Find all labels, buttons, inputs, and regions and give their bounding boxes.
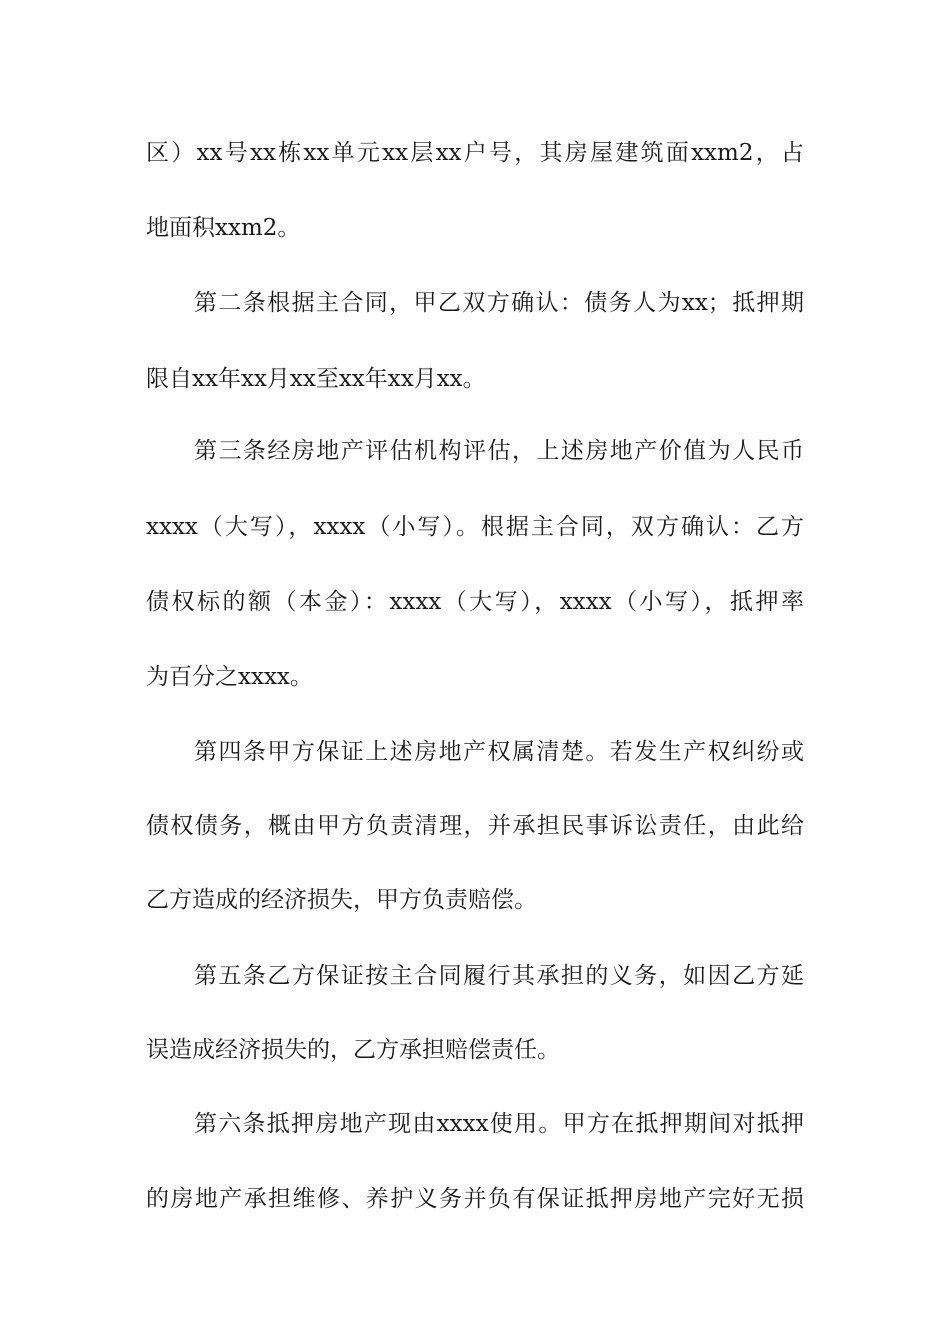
text-line: 误造成经济损失的，乙方承担赔偿责任。: [146, 1037, 560, 1063]
text-line: 为百分之xxxx。: [146, 664, 313, 690]
paragraph-article-2: 第二条根据主合同，甲乙双方确认：债务人为xx；抵押期: [194, 290, 804, 316]
paragraph-article-3: 第三条经房地产评估机构评估，上述房地产价值为人民币: [194, 438, 804, 464]
text-line: xxxx（大写），xxxx（小写）。根据主合同，双方确认：乙方: [146, 514, 804, 540]
paragraph-article-5: 第五条乙方保证按主合同履行其承担的义务，如因乙方延: [194, 963, 804, 989]
text-line: 乙方造成的经济损失，甲方负责赔偿。: [146, 887, 537, 913]
text-line: 债权债务，概由甲方负责清理，并承担民事诉讼责任，由此给: [146, 813, 804, 839]
text-line: 债权标的额（本金）：xxxx（大写），xxxx（小写），抵押率: [146, 589, 804, 615]
text-line: 的房地产承担维修、养护义务并负有保证抵押房地产完好无损: [146, 1186, 804, 1212]
text-line: 地面积xxm2。: [146, 215, 301, 241]
paragraph-article-6: 第六条抵押房地产现由xxxx使用。甲方在抵押期间对抵押: [194, 1111, 804, 1137]
text-line: 区）xx号xx栋xx单元xx层xx户号，其房屋建筑面xxm2，占: [146, 140, 804, 166]
paragraph-article-4: 第四条甲方保证上述房地产权属清楚。若发生产权纠纷或: [194, 739, 804, 765]
text-line: 限自xx年xx月xx至xx年xx月xx。: [146, 366, 486, 392]
